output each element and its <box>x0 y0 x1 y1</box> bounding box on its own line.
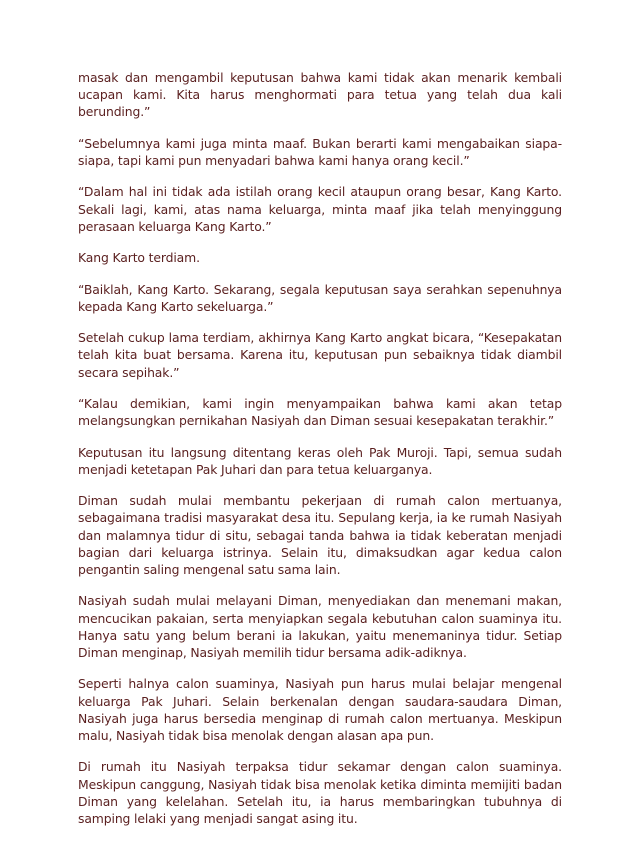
paragraph: Di rumah itu Nasiyah terpaksa tidur sekamar dengan calon suaminya. Meskipun canggung, Nasiyah tidak bisa menolak ketika diminta memijiti badan Diman yang kelelahan. Setelah itu, ia harus membaringkan tubuhnya di samping lelaki yang menjadi sangat asing itu. <box>78 759 562 826</box>
paragraph: “Kalau demikian, kami ingin menyampaikan bahwa kami akan tetap melangsungkan pernikahan Nasiyah dan Diman sesuai kesepakatan terakhir.” <box>78 395 562 429</box>
body-text <box>78 69 562 841</box>
paragraph: Seperti halnya calon suaminya, Nasiyah pun harus mulai belajar mengenal keluarga Pak Juhari. Selain berkenalan dengan saudara-saudara Diman, Nasiyah juga harus bersedia menginap di rumah calon mertuanya. Meskipun malu, Nasiyah tidak bisa menolak dengan alasan apa pun. <box>78 676 562 743</box>
paragraph: Nasiyah sudah mulai melayani Diman, menyediakan dan menemani makan, mencucikan pakaian, serta menyiapkan segala kebutuhan calon suaminya itu. Hanya satu yang belum berani ia lakukan, yaitu menemaninya tidur. Setiap Diman menginap, Nasiyah memilih tidur bersama adik-adiknya. <box>78 593 562 660</box>
paragraph: masak dan mengambil keputusan bahwa kami tidak akan menarik kembali ucapan kami. Kita harus menghormati para tetua yang telah dua kali berunding.” <box>78 70 562 120</box>
paragraph: “Dalam hal ini tidak ada istilah orang kecil ataupun orang besar, Kang Karto. Sekali lagi, kami, atas nama keluarga, minta maaf jika telah menyinggung perasaan keluarga Kang Karto.” <box>78 184 562 234</box>
paragraph: “Sebelumnya kami juga minta maaf. Bukan berarti kami mengabaikan siapa-siapa, tapi kami pun menyadari bahwa kami hanya orang kecil.” <box>78 135 562 168</box>
paragraph: Setelah cukup lama terdiam, akhirnya Kang Karto angkat bicara, “Kesepakatan telah kita buat bersama. Karena itu, keputusan pun sebaiknya tidak diambil secara sepihak.” <box>78 330 562 380</box>
paragraph: Diman sudah mulai membantu pekerjaan di rumah calon mertuanya, sebagaimana tradisi masyarakat desa itu. Sepulang kerja, ia ke rumah Nasiyah dan malamnya tidur di situ, sebagai tanda bahwa ia tidak keberatan menjadi bagian dari keluarga istrinya. Selain itu, dimaksudkan agar kedua calon pengantin saling mengenal satu sama lain. <box>78 493 562 577</box>
paragraph: Kang Karto terdiam. <box>78 250 200 266</box>
paragraph: Keputusan itu langsung ditentang keras oleh Pak Muroji. Tapi, semua sudah menjadi ketetapan Pak Juhari dan para tetua keluarganya. <box>78 444 562 477</box>
paragraph: “Baiklah, Kang Karto. Sekarang, segala keputusan saya serahkan sepenuhnya kepada Kang Karto sekeluarga.” <box>78 281 562 314</box>
